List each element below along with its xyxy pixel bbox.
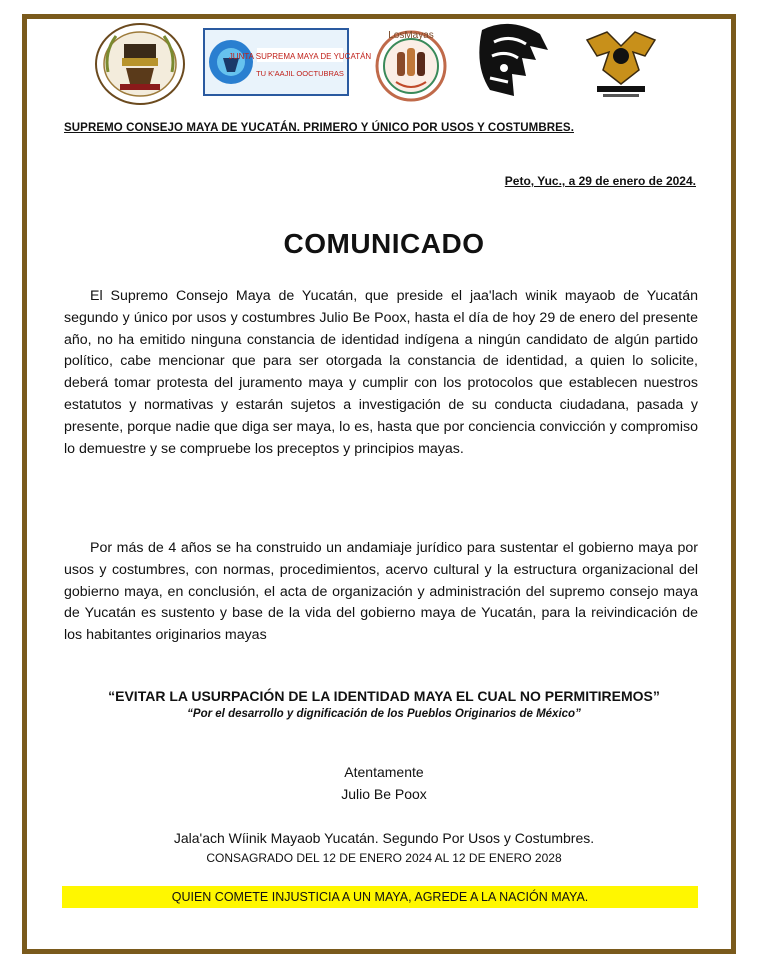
slogan: “EVITAR LA USURPACIÓN DE LA IDENTIDAD MAYA EL CUAL NO PERMITIREMOS” (108, 688, 660, 704)
logo-strip (0, 20, 768, 110)
signer-name: Julio Be Poox (341, 786, 427, 802)
council-heading: SUPREMO CONSEJO MAYA DE YUCATÁN. PRIMERO Y ÚNICO POR USOS Y COSTUMBRES. (64, 122, 574, 134)
mayan-head-logo (470, 20, 552, 106)
junta-banner-logo (203, 28, 372, 96)
logo2-top-text: JUNTA SUPREMA MAYA DE YUCATÁN (228, 52, 372, 61)
body-paragraph-1: El Supremo Consejo Maya de Yucatán, que preside el jaa'lach winik mayaob de Yucatán segundo y único por usos y costumbres Julio Be Poox, hasta el día de hoy 29 de enero del presente año, no ha emitido ninguna constancia de identidad indígena a ningún candidato de algún partido político, cabe mencionar que para ser otorgada la constancia de identidad, a quien lo solicite, deberá tomar protesta del juramento maya y cumplir con los protocolos que establecen nuestros estatutos y normativas y estarán sujetos a investigación de su conducta ciudadana, pasada y presente, porque nadie que diga ser maya, lo es, hasta que por conciencia convicción y compromiso lo demuestre y se compruebe los preceptos y principios mayas. (64, 288, 698, 457)
closing-text: Atentamente (344, 764, 424, 780)
organization-line: Jala'ach Wíinik Mayaob Yucatán. Segundo Por Usos y Costumbres. (173, 830, 595, 846)
eagle-emblem-logo (583, 22, 659, 106)
body-paragraph-2: Por más de 4 años se ha construido un andamiaje jurídico para sustentar el gobierno maya por usos y costumbres, con normas, procedimientos, acervo cultural y la estructura organizacional del gobierno maya, en conclusión, el acta de organización y administración del supremo consejo maya de Yucatán es sustento y base de la vida del gobierno maya de Yucatán, para la reivindicación de los habitantes originarios mayas (64, 540, 698, 644)
highlight-banner: QUIEN COMETE INJUSTICIA A UN MAYA, AGREDE A LA NACIÓN MAYA. (62, 886, 698, 908)
page-border (22, 14, 736, 954)
losmayas-logo (372, 24, 450, 104)
logo3-text: LosMayas (388, 30, 434, 41)
council-seal-logo (94, 22, 186, 106)
document-date: Peto, Yuc., a 29 de enero de 2024. (504, 174, 696, 188)
consecration-dates: CONSAGRADO DEL 12 DE ENERO 2024 AL 12 DE ENERO 2028 (206, 851, 562, 865)
logo2-bottom-text: TU K'AAJIL OOCTUBRAS (256, 69, 344, 78)
slogan-subtitle: “Por el desarrollo y dignificación de los Pueblos Originarios de México” (187, 708, 581, 720)
document-title: COMUNICADO (283, 228, 485, 259)
